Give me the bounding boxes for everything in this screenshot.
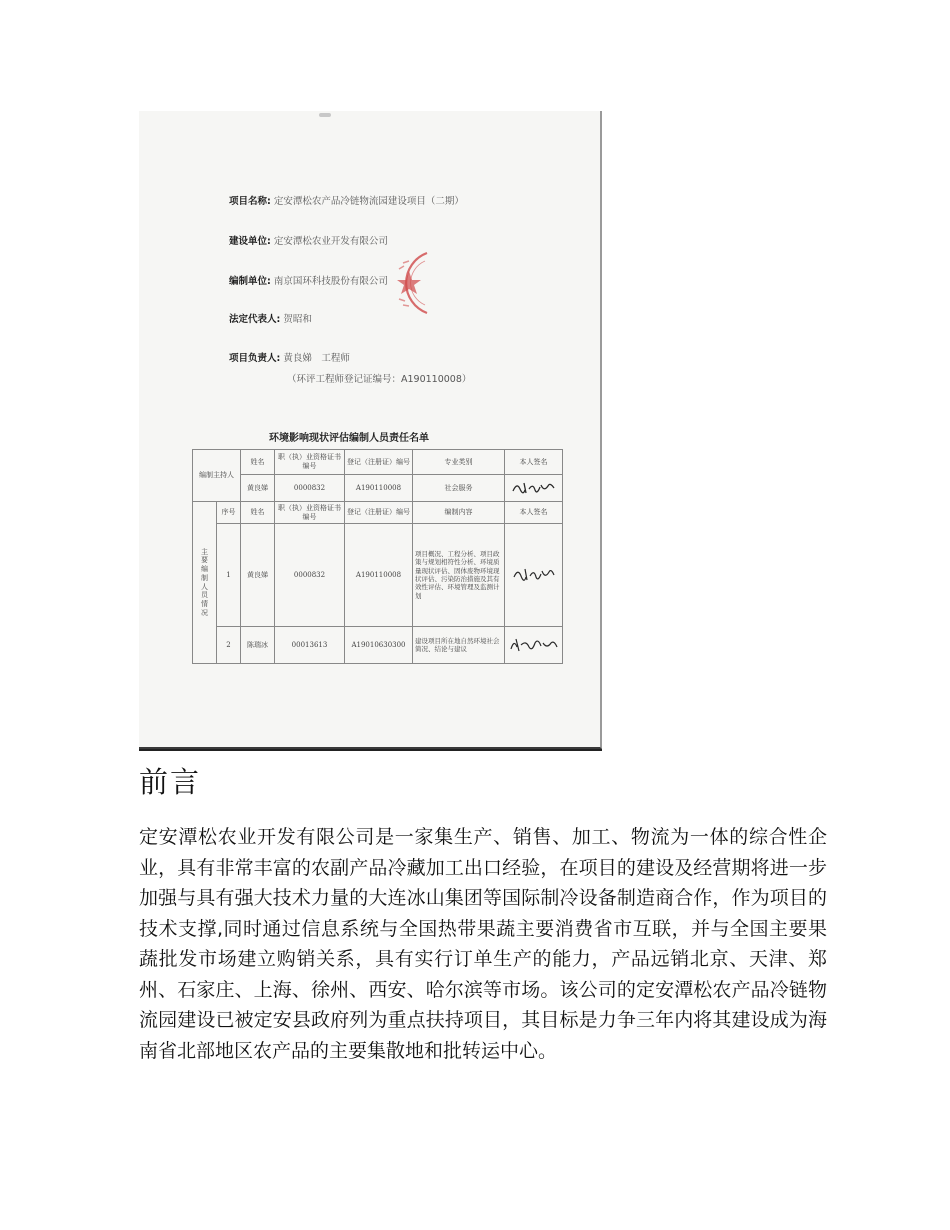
leader: 黄良娣 工程师 [283, 353, 350, 364]
leader-label: 项目负责人: [229, 353, 281, 364]
compiler: 南京国环科技股份有限公司 [273, 276, 388, 287]
table-row [193, 627, 563, 664]
signature-image [508, 635, 560, 655]
row-name: 黄良娣 [241, 524, 275, 627]
row-reg: A19010630300 [345, 627, 413, 664]
signature-image [510, 564, 558, 586]
host-signature [505, 475, 563, 502]
legal-rep-label: 法定代表人: [229, 314, 281, 325]
table-header-row [193, 450, 563, 475]
section-heading: 前言 [139, 765, 202, 799]
col-sign-2: 本人签名 [505, 502, 563, 524]
row-content: 建设项目所在地自然环境社会简况、结论与建议 [413, 627, 505, 664]
builder: 定安潭松农业开发有限公司 [273, 236, 388, 247]
signature-image [510, 479, 558, 497]
col-content: 编制内容 [413, 502, 505, 524]
row-content: 项目概况、工程分析、项目政策与规划相符性分析、环境质量现状评估、固体废物环境现状评估、污染防治措施及其有效性评估、环境管理及监测计划 [413, 524, 505, 627]
main-staff-label-text: 主 要 编 制 人 员 情 况 [201, 547, 208, 617]
compiler-label: 编制单位: [229, 276, 271, 287]
legal-rep: 贺昭和 [283, 314, 312, 325]
host-label: 编制主持人 [193, 450, 241, 502]
responsibility-table [192, 449, 563, 664]
table-row [193, 524, 563, 627]
col-no: 序号 [217, 502, 241, 524]
col-cert-2: 职（执）业资格证书编号 [275, 502, 345, 524]
host-major: 社会服务 [413, 475, 505, 502]
scanned-document [139, 111, 602, 749]
project-name: 定安潭松农产品冷链物流园建设项目（二期） [273, 196, 464, 207]
builder-label: 建设单位: [229, 236, 271, 247]
row-no: 2 [217, 627, 241, 664]
col-name-2: 姓名 [241, 502, 275, 524]
host-name: 黄良娣 [241, 475, 275, 502]
col-sign: 本人签名 [505, 450, 563, 475]
row-name: 陈瑞冰 [241, 627, 275, 664]
host-cert: 0000832 [275, 475, 345, 502]
col-reg-2: 登记（注册证）编号 [345, 502, 413, 524]
host-reg: A190110008 [345, 475, 413, 502]
intro-paragraph: 定安潭松农业开发有限公司是一家集生产、销售、加工、物流为一体的综合性企业，具有非常丰富的农副产品冷藏加工出口经验，在项目的建设及经营期将进一步加强与具有强大技术力量的大连冰山集团等国际制冷设备制造商合作，作为项目的技术支撑,同时通过信息系统与全国热带果蔬主要消费省市互联，并与全国主要果蔬批发市场建立购销关系，具有实行订单生产的能力，产品远销北京、天津、郑州、石家庄、上海、徐州、西安、哈尔滨等市场。该公司的定安潭松农产品冷链物流园建设已被定安县政府列为重点扶持项目，其目标是力争三年内将其建设成为海南省北部地区农产品的主要集散地和批转运中心。 [139, 826, 827, 1062]
row-cert: 0000832 [275, 524, 345, 627]
cert-line [287, 371, 471, 385]
col-major: 专业类别 [413, 450, 505, 475]
col-cert: 职（执）业资格证书编号 [275, 450, 345, 475]
col-reg: 登记（注册证）编号 [345, 450, 413, 475]
project-name-label: 项目名称: [229, 196, 271, 207]
company-seal-stamp [379, 249, 429, 317]
builder-line [229, 233, 388, 247]
compiler-line [229, 273, 388, 287]
row-signature [505, 627, 563, 664]
row-reg: A190110008 [345, 524, 413, 627]
col-name: 姓名 [241, 450, 275, 475]
cert-number: （环评工程师登记证编号：A190110008） [287, 374, 472, 385]
project-name-line [229, 193, 464, 207]
main-header-row [193, 502, 563, 524]
scan-speck [319, 113, 331, 117]
divider-line [139, 749, 602, 751]
row-cert: 00013613 [275, 627, 345, 664]
main-staff-label [193, 502, 217, 664]
row-no: 1 [217, 524, 241, 627]
row-signature [505, 524, 563, 627]
table-title: 环境影响现状评估编制人员责任名单 [269, 433, 429, 444]
host-row [193, 475, 563, 502]
leader-line [229, 350, 350, 364]
legal-rep-line [229, 311, 312, 325]
